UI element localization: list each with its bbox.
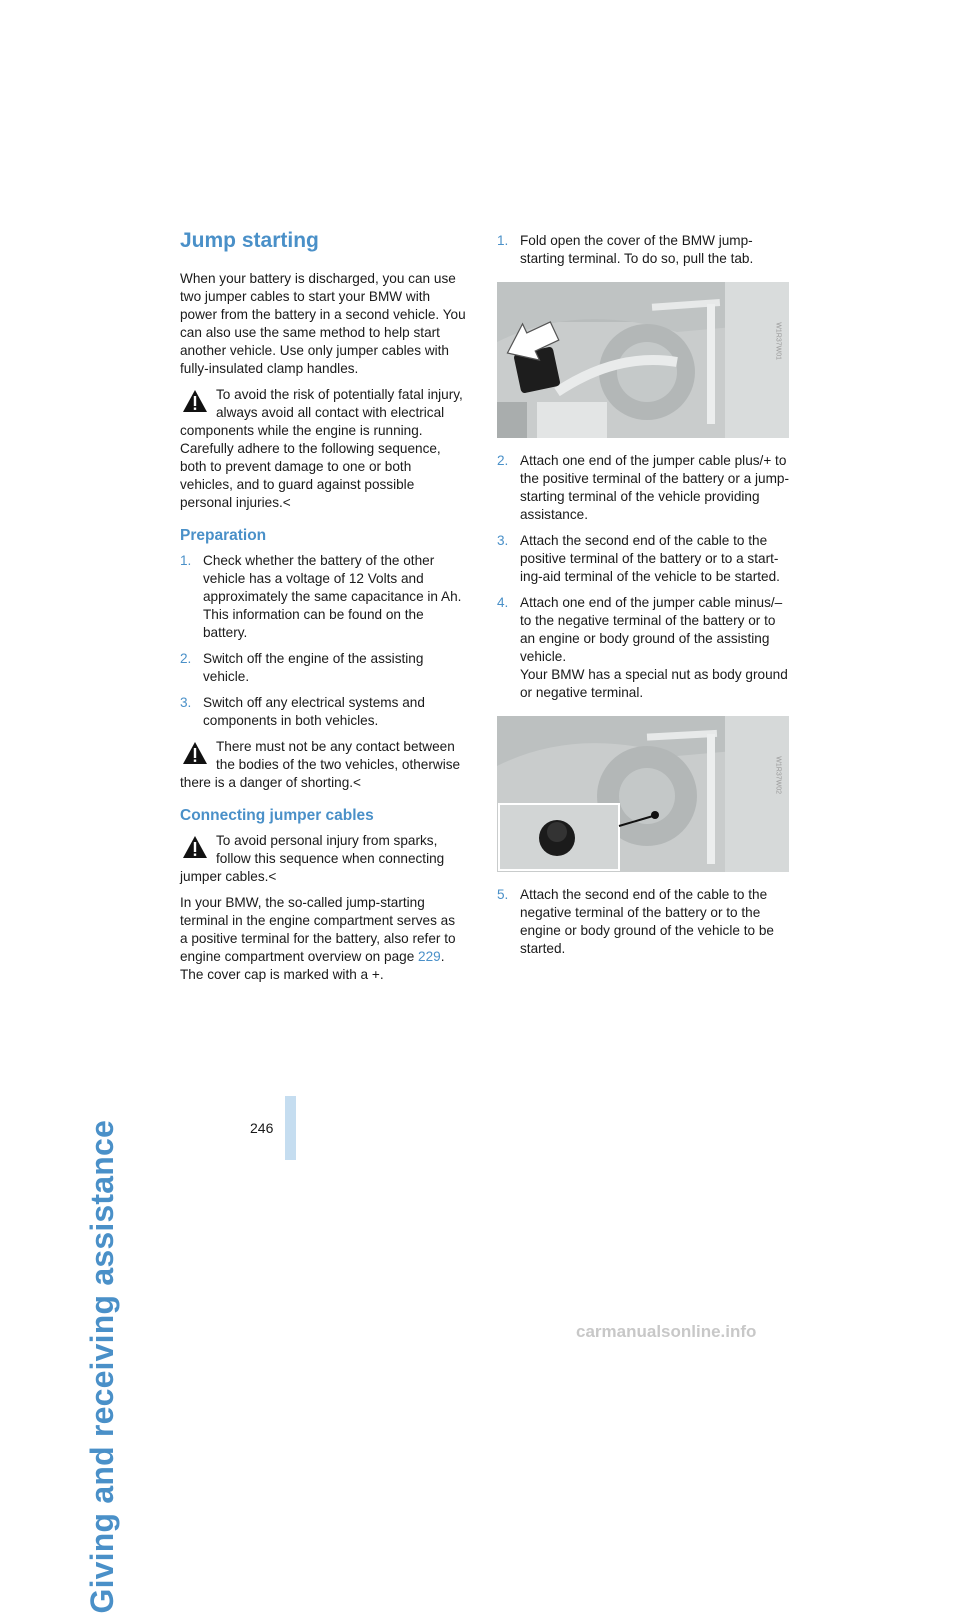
page-title: Jump starting [180,229,319,252]
warning-triangle-icon [180,388,216,414]
engine-bay-illustration [497,282,789,438]
warning-triangle-icon [180,740,216,766]
preparation-steps [180,552,466,730]
warning-text-2: There must not be any contact between the bodies of the two vehicles, otherwise there is a danger of shorting.< [180,739,461,790]
warning-block-1 [180,386,466,512]
warning-block-3 [180,832,466,886]
section-sidebar-title: Giving and receiving assistance [84,1120,120,1614]
page-marker-bar [285,1096,296,1160]
intro-paragraph: When your battery is discharged, you can use two jumper cables to start your BMW with power from the battery in a second vehicle. You can also use the same method to help start another vehicle. Use only jumper cables with fully-insulated clamp handles. [180,271,466,376]
warning-text-3: To avoid personal injury from sparks, follow this sequence when connecting jumper cables.< [180,833,445,884]
engine-bay-illustration [497,716,789,872]
list-item: 3. Attach the second end of the cable to the positive terminal of the battery or to a start-ing-aid terminal of the vehicle to be started. [497,533,780,584]
step-4-note: Your BMW has a special nut as body ground or negative terminal. [520,667,788,700]
list-item: 1. Fold open the cover of the BMW jump-starting terminal. To do so, pull the tab. [497,233,754,266]
image-code: W1R37W01 [775,322,782,360]
warning-block-2 [180,738,466,792]
connecting-steps-b [497,452,789,702]
engine-bay-photo-2 [497,716,789,872]
warning-text-1: To avoid the risk of potentially fatal injury, always avoid all contact with electrical components while the engine is running. Carefully adhere to the following sequence, both to prevent damage to one or both vehicles, and to guard against possible personal injuries.< [180,387,463,510]
image-code: W1R37W02 [775,756,782,794]
list-item: 2. Switch off the engine of the assisting vehicle. [180,651,424,684]
warning-triangle-icon [180,834,216,860]
connecting-steps-a [497,232,789,268]
right-column [497,232,789,966]
engine-bay-photo-1 [497,282,789,438]
list-item: 4. Attach one end of the jumper cable minus/– to the negative terminal of the battery or to an engine or body ground of the assisting vehicle. Your BMW has a special nut as body ground or negative terminal. [497,595,788,700]
connecting-heading: Connecting jumper cables [180,807,374,824]
connecting-steps-c [497,886,789,958]
left-column [180,228,466,992]
watermark: carmanualsonline.info [576,1322,757,1341]
list-item: 2. Attach one end of the jumper cable plus/+ to the positive terminal of the battery or a jump-starting terminal of the vehicle providing assistance. [497,453,789,522]
page-link[interactable]: 229 [418,949,441,964]
page-number: 246 [250,1120,274,1136]
list-item: 1. Check whether the battery of the other vehicle has a voltage of 12 Volts and approximately the same capacitance in Ah. This information can be found on the battery. [180,553,462,640]
connecting-paragraph: In your BMW, the so-called jump-starting terminal in the engine compartment serves as a positive terminal for the battery, also refer to engine compartment overview on page 229. The cover cap is marked with a +. [180,895,456,982]
list-item: 3. Switch off any electrical systems and components in both vehicles. [180,695,425,728]
preparation-heading: Preparation [180,527,267,544]
list-item: 5. Attach the second end of the cable to the negative terminal of the battery or to the engine or body ground of the vehicle to be started. [497,887,774,956]
